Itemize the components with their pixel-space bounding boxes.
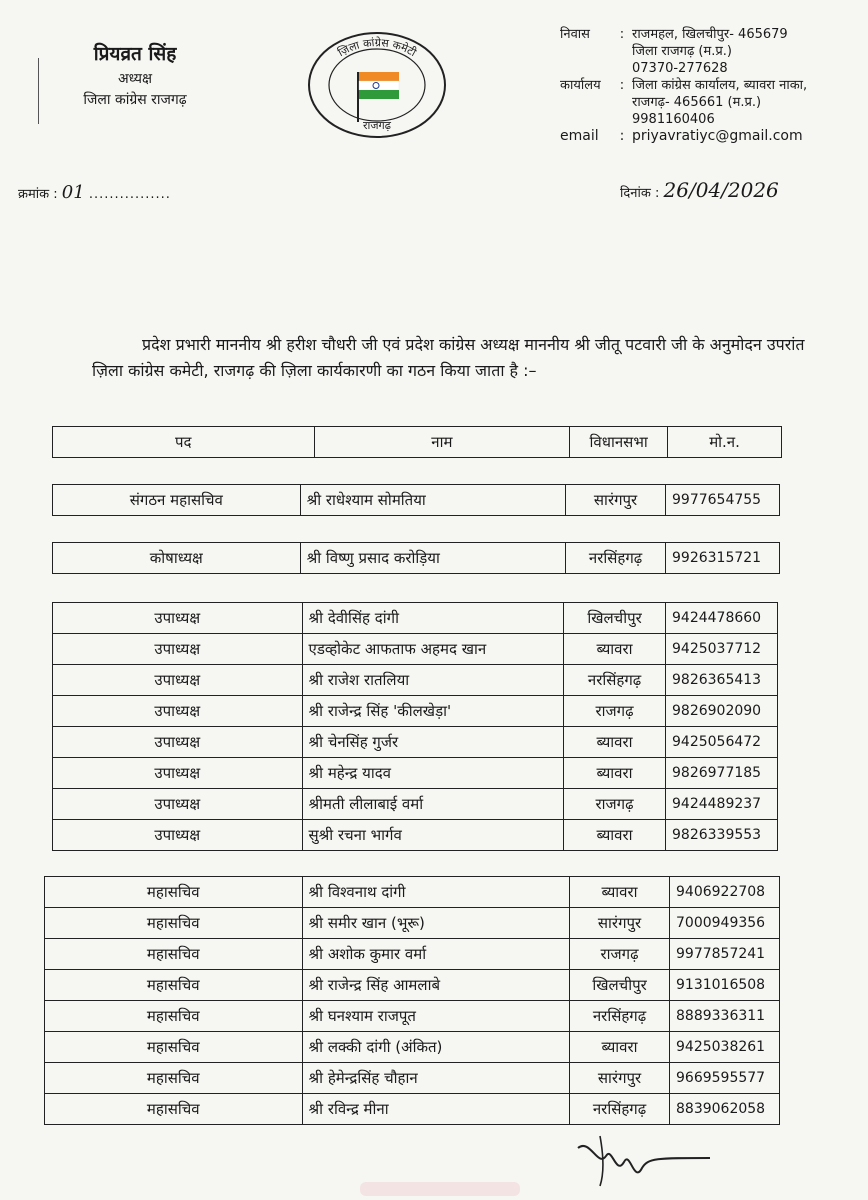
mobile-cell: 9826902090 <box>666 696 778 727</box>
constituency-cell: सारंगपुर <box>566 485 666 516</box>
office-address-1: जिला कांग्रेस कार्यालय, ब्यावरा नाका, <box>632 78 808 93</box>
post-cell: उपाध्यक्ष <box>53 665 303 696</box>
post-cell: महासचिव <box>45 908 303 939</box>
mobile-cell: 9131016508 <box>670 970 780 1001</box>
header-post: पद <box>53 427 315 458</box>
email-address: priyavratiyc@gmail.com <box>632 128 803 144</box>
mobile-cell: 9406922708 <box>670 877 780 908</box>
constituency-cell: ब्यावरा <box>564 634 666 665</box>
post-cell: उपाध्यक्ष <box>53 634 303 665</box>
name-cell: श्रीमती लीलाबाई वर्मा <box>302 789 564 820</box>
name-cell: श्री राजेश रातलिया <box>302 665 564 696</box>
name-cell: श्री राधेश्याम सोमतिया <box>300 485 566 516</box>
name-cell: श्री चेनसिंह गुर्जर <box>302 727 564 758</box>
mobile-cell: 9826339553 <box>666 820 778 851</box>
post-cell: उपाध्यक्ष <box>53 758 303 789</box>
constituency-cell: नरसिंहगढ़ <box>566 543 666 574</box>
constituency-cell: खिलचीपुर <box>570 970 670 1001</box>
post-cell: उपाध्यक्ष <box>53 727 303 758</box>
mobile-cell: 8889336311 <box>670 1001 780 1032</box>
constituency-cell: राजगढ़ <box>570 939 670 970</box>
signature <box>570 1128 720 1188</box>
post-cell: कोषाध्यक्ष <box>53 543 301 574</box>
post-cell: महासचिव <box>45 1094 303 1125</box>
decorative-line <box>38 58 39 124</box>
header-constituency: विधानसभा <box>570 427 668 458</box>
constituency-cell: नरसिंहगढ़ <box>570 1001 670 1032</box>
president-role: अध्यक्ष <box>117 71 153 87</box>
mobile-cell: 8839062058 <box>670 1094 780 1125</box>
mobile-cell: 9424478660 <box>666 603 778 634</box>
table-row <box>53 603 778 634</box>
reference-value: 01 <box>61 182 85 203</box>
intro-paragraph: प्रदेश प्रभारी माननीय श्री हरीश चौधरी जी एवं प्रदेश कांग्रेस अध्यक्ष माननीय श्री जीतू पटवारी जी के अनुमोदन उपरांत ज़िला कांग्रेस कमेटी, राजगढ़ की ज़िला कार्यकारणी का गठन किया जाता है :– <box>92 335 805 380</box>
post-cell: उपाध्यक्ष <box>53 820 303 851</box>
mobile-cell: 9826365413 <box>666 665 778 696</box>
post-cell: उपाध्यक्ष <box>53 789 303 820</box>
president-name: प्रियव्रत सिंह <box>93 43 177 65</box>
header-mobile: मो.न. <box>668 427 782 458</box>
constituency-cell: नरसिंहगढ़ <box>570 1094 670 1125</box>
table-row <box>45 939 780 970</box>
post-cell: महासचिव <box>45 970 303 1001</box>
name-cell: श्री राजेन्द्र सिंह 'कीलखेड़ा' <box>302 696 564 727</box>
post-cell: संगठन महासचिव <box>53 485 301 516</box>
mobile-cell: 9826977185 <box>666 758 778 789</box>
table-row <box>45 970 780 1001</box>
residence-address-2: जिला राजगढ़ (म.प्र.) <box>632 44 733 59</box>
table-row <box>45 1063 780 1094</box>
name-cell: एडव्होकेट आफताफ अहमद खान <box>302 634 564 665</box>
table-row <box>53 543 780 574</box>
table-row <box>53 758 778 789</box>
constituency-cell: नरसिंहगढ़ <box>564 665 666 696</box>
name-cell: श्री हेमेन्द्रसिंह चौहान <box>302 1063 570 1094</box>
constituency-cell: ब्यावरा <box>564 727 666 758</box>
mobile-cell: 9669595577 <box>670 1063 780 1094</box>
letterhead-left <box>20 40 250 109</box>
constituency-cell: ब्यावरा <box>570 1032 670 1063</box>
name-cell: श्री लक्की दांगी (अंकित) <box>302 1032 570 1063</box>
mobile-cell: 9977857241 <box>670 939 780 970</box>
mobile-cell: 9424489237 <box>666 789 778 820</box>
group-table-organisation-secretary <box>52 484 780 516</box>
table-row <box>45 1032 780 1063</box>
constituency-cell: सारंगपुर <box>570 908 670 939</box>
organisation-name: जिला कांग्रेस राजगढ़ <box>83 92 187 108</box>
residence-label: निवास <box>560 27 590 42</box>
name-cell: श्री राजेन्द्र सिंह आमलाबे <box>302 970 570 1001</box>
office-address-2: राजगढ़- 465661 (म.प्र.) <box>632 95 762 110</box>
logo-bottom-text: राजगढ़ <box>363 119 391 132</box>
post-cell: उपाध्यक्ष <box>53 603 303 634</box>
logo-top-text: ज़िला कांग्रेस कमेटी <box>335 36 419 60</box>
table-row <box>53 820 778 851</box>
post-cell: महासचिव <box>45 1001 303 1032</box>
stamp-mark <box>360 1182 520 1196</box>
mobile-cell: 9425037712 <box>666 634 778 665</box>
name-cell: श्री विश्वनाथ दांगी <box>302 877 570 908</box>
table-row <box>45 1001 780 1032</box>
mobile-cell: 7000949356 <box>670 908 780 939</box>
email-label: email <box>560 128 599 144</box>
constituency-cell: राजगढ़ <box>564 789 666 820</box>
table-header <box>52 426 782 458</box>
congress-logo <box>306 30 448 140</box>
table-row <box>53 634 778 665</box>
constituency-cell: ब्यावरा <box>570 877 670 908</box>
post-cell: महासचिव <box>45 939 303 970</box>
name-cell: श्री अशोक कुमार वर्मा <box>302 939 570 970</box>
office-phone: 9981160406 <box>632 112 715 127</box>
group-table-general-secretaries <box>44 876 780 1125</box>
header-name: नाम <box>314 427 570 458</box>
mobile-cell: 9425056472 <box>666 727 778 758</box>
post-cell: उपाध्यक्ष <box>53 696 303 727</box>
office-label: कार्यालय <box>560 78 601 93</box>
constituency-cell: खिलचीपुर <box>564 603 666 634</box>
post-cell: महासचिव <box>45 1032 303 1063</box>
table-row <box>53 727 778 758</box>
name-cell: श्री विष्णु प्रसाद करोड़िया <box>300 543 566 574</box>
post-cell: महासचिव <box>45 1063 303 1094</box>
table-row <box>45 908 780 939</box>
table-row <box>53 789 778 820</box>
table-row <box>53 485 780 516</box>
constituency-cell: राजगढ़ <box>564 696 666 727</box>
residence-phone: 07370-277628 <box>632 61 728 76</box>
reference-number: क्रमांक : 01 ................ <box>18 182 171 203</box>
table-row <box>53 665 778 696</box>
mobile-cell: 9425038261 <box>670 1032 780 1063</box>
letter-date: दिनांक : 26/04/2026 <box>620 178 779 202</box>
name-cell: श्री समीर खान (भूरू) <box>302 908 570 939</box>
name-cell: श्री रविन्द्र मीना <box>302 1094 570 1125</box>
name-cell: सुश्री रचना भार्गव <box>302 820 564 851</box>
date-value: 26/04/2026 <box>663 178 779 202</box>
name-cell: श्री देवीसिंह दांगी <box>302 603 564 634</box>
name-cell: श्री महेन्द्र यादव <box>302 758 564 789</box>
table-row <box>45 1094 780 1125</box>
mobile-cell: 9926315721 <box>666 543 780 574</box>
group-table-treasurer <box>52 542 780 574</box>
mobile-cell: 9977654755 <box>666 485 780 516</box>
constituency-cell: ब्यावरा <box>564 758 666 789</box>
name-cell: श्री घनश्याम राजपूत <box>302 1001 570 1032</box>
constituency-cell: ब्यावरा <box>564 820 666 851</box>
letterhead-contact: निवास : राजमहल, खिलचीपुर- 465679 जिला राजगढ़ (म.प्र.) 07370-277628 कार्यालय : जिला कांग्रेस कार्यालय, ब्यावरा नाका, राजगढ़- 465661 (म.प्र.) 9981160406 email : priyavratiyc@gmail.com <box>560 26 860 145</box>
table-row <box>45 877 780 908</box>
constituency-cell: सारंगपुर <box>570 1063 670 1094</box>
residence-address-1: राजमहल, खिलचीपुर- 465679 <box>632 27 788 42</box>
table-row <box>53 696 778 727</box>
group-table-vice-presidents <box>52 602 778 851</box>
post-cell: महासचिव <box>45 877 303 908</box>
